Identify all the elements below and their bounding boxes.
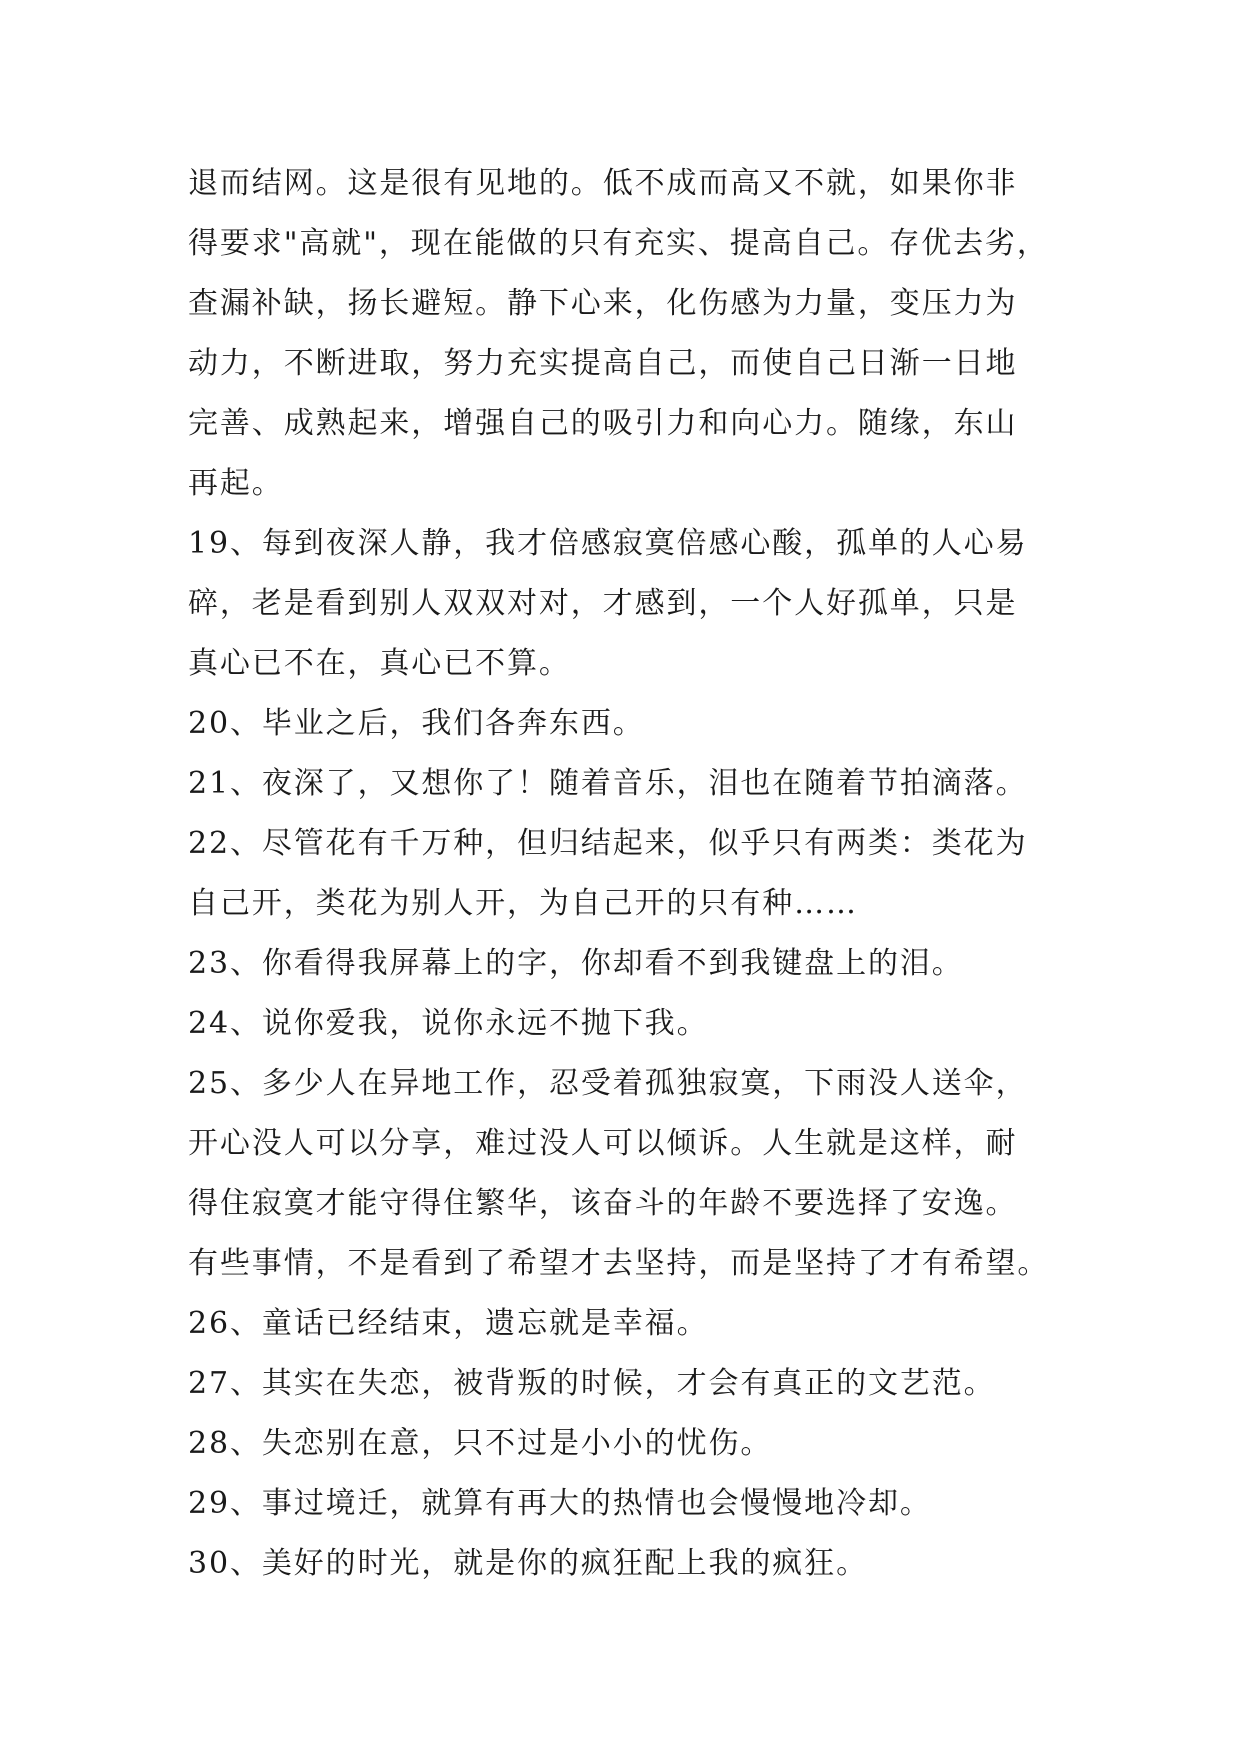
text-line: 碎，老是看到别人双双对对，才感到，一个人好孤单，只是 <box>188 586 1018 621</box>
text-line: 25、多少人在异地工作，忍受着孤独寂寞，下雨没人送伞， <box>188 1066 1028 1101</box>
text-line: 自己开，类花为别人开，为自己开的只有种…… <box>188 886 858 921</box>
text-line: 退而结网。这是很有见地的。低不成而高又不就，如果你非 <box>188 166 1018 201</box>
text-line: 完善、成熟起来，增强自己的吸引力和向心力。随缘，东山 <box>188 406 1018 441</box>
text-line: 23、你看得我屏幕上的字，你却看不到我键盘上的泪。 <box>188 946 964 981</box>
text-line: 真心已不在，真心已不算。 <box>188 646 571 681</box>
text-line: 30、美好的时光，就是你的疯狂配上我的疯狂。 <box>188 1546 868 1581</box>
text-line: 22、尽管花有千万种，但归结起来，似乎只有两类：类花为 <box>188 826 1028 861</box>
text-line: 得住寂寞才能守得住繁华，该奋斗的年龄不要选择了安逸。 <box>188 1186 1018 1221</box>
text-line: 动力，不断进取，努力充实提高自己，而使自己日渐一日地 <box>188 346 1018 381</box>
text-line: 开心没人可以分享，难过没人可以倾诉。人生就是这样，耐 <box>188 1126 1018 1161</box>
text-line: 27、其实在失恋，被背叛的时候，才会有真正的文艺范。 <box>188 1366 996 1401</box>
body-text <box>188 154 1068 1594</box>
text-line: 得要求"高就"，现在能做的只有充实、提高自己。存优去劣， <box>188 226 1049 261</box>
text-line: 28、失恋别在意，只不过是小小的忧伤。 <box>188 1426 773 1461</box>
text-line: 20、毕业之后，我们各奔东西。 <box>188 706 645 741</box>
text-line: 26、童话已经结束，遗忘就是幸福。 <box>188 1306 709 1341</box>
text-line: 再起。 <box>188 466 284 501</box>
text-line: 29、事过境迁，就算有再大的热情也会慢慢地冷却。 <box>188 1486 932 1521</box>
text-line: 21、夜深了，又想你了！随着音乐，泪也在随着节拍滴落。 <box>188 766 1028 801</box>
text-line: 24、说你爱我，说你永远不抛下我。 <box>188 1006 709 1041</box>
text-line: 19、每到夜深人静，我才倍感寂寞倍感心酸，孤单的人心易 <box>188 526 1028 561</box>
text-line: 有些事情，不是看到了希望才去坚持，而是坚持了才有希望。 <box>188 1246 1050 1281</box>
text-line: 查漏补缺，扬长避短。静下心来，化伤感为力量，变压力为 <box>188 286 1018 321</box>
